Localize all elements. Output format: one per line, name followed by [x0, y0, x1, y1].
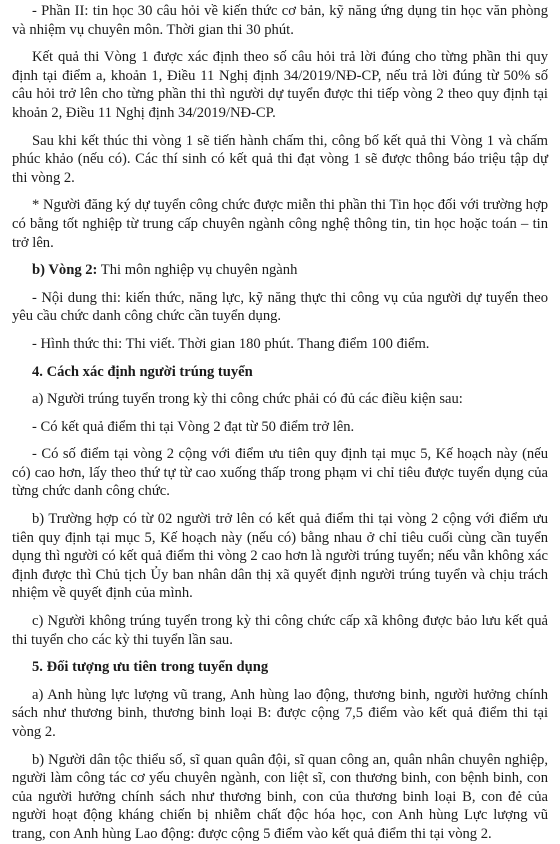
paragraph: - Hình thức thi: Thi viết. Thời gian 180 phút. Thang điểm 100 điểm. — [32, 335, 430, 352]
paragraph: b) Người dân tộc thiểu số, sĩ quan quân đội, sĩ quan công an, quân nhân chuyên nghiệp, người làm công tác cơ yếu chuyên ngành, con liệt sĩ, con thương binh, con bệnh binh, con của người hưởng chính sách như thương binh, con của thương binh loại B, con đẻ của người hoạt động kháng chiến bị nhiễm chất độc hóa học, con Anh hùng Lực lượng vũ trang, con Anh hùng Lao động: được cộng 5 điểm vào kết quả điểm thi tại vòng 2. — [12, 751, 548, 842]
paragraph: a) Anh hùng lực lượng vũ trang, Anh hùng lao động, thương binh, người hưởng chính sách như thương binh, thương binh loại B: được cộng 7,5 điểm vào kết quả điểm thi tại vòng 2. — [12, 686, 548, 740]
paragraph: * Người đăng ký dự tuyển công chức được miễn thi phần thi Tin học đối với trường hợp có bằng tốt nghiệp từ trung cấp chuyên ngành công nghệ thông tin, tin học hoặc toán – tin trở lên. — [12, 197, 548, 251]
paragraph: Kết quả thi Vòng 1 được xác định theo số câu hỏi trả lời đúng cho từng phần thi quy định tại điểm a, khoản 1, Điều 11 Nghị định 34/2019/NĐ-CP, nếu trả lời đúng từ 50% số câu hỏi trở lên cho từng phần thi thì người dự tuyển được thi tiếp vòng 2 theo quy định tại khoản 2, Điều 11 Nghị định 34/2019/NĐ-CP. — [12, 49, 548, 121]
section-heading-5: 5. Đối tượng ưu tiên trong tuyển dụng — [32, 659, 269, 676]
round-2-text: Thi môn nghiệp vụ chuyên ngành — [97, 262, 298, 279]
paragraph: b) Trường hợp có từ 02 người trở lên có kết quả điểm thi tại vòng 2 cộng với điểm ưu tiên quy định tại mục 5, Kế hoạch này (nếu có) bằng nhau ở chỉ tiêu cuối cùng cần tuyển dụng thì người có kết quả điểm thi vòng 2 cao hơn là người trúng tuyển; nếu vẫn không xác định được thì Chủ tịch Ủy ban nhân dân thị xã quyết định người trúng tuyển và chịu trách nhiệm về quyết định của mình. — [12, 511, 548, 602]
round-2-label: b) Vòng 2: — [32, 262, 98, 279]
paragraph: - Nội dung thi: kiến thức, năng lực, kỹ năng thực thi công vụ của người dự tuyển theo yêu cầu chức danh công chức cần tuyển dụng. — [12, 289, 548, 325]
paragraph: Sau khi kết thúc thi vòng 1 sẽ tiến hành chấm thi, công bố kết quả thi Vòng 1 và chấm phúc khảo (nếu có). Các thí sinh có kết quả thi đạt vòng 1 sẽ được thông báo triệu tập dự thi vòng 2. — [12, 132, 548, 186]
paragraph: - Phần II: tin học 30 câu hỏi về kiến thức cơ bản, kỹ năng ứng dụng tin học văn phòng và nhiệm vụ chuyên môn. Thời gian thi 30 phút. — [12, 3, 548, 38]
paragraph: - Có kết quả điểm thi tại Vòng 2 đạt từ 50 điểm trở lên. — [32, 418, 355, 435]
paragraph: a) Người trúng tuyển trong kỳ thi công chức phải có đủ các điều kiện sau: — [32, 391, 463, 408]
section-heading-4: 4. Cách xác định người trúng tuyển — [32, 363, 253, 380]
paragraph: - Có số điểm tại vòng 2 cộng với điểm ưu tiên quy định tại mục 5, Kế hoạch này (nếu có) cao hơn, lấy theo thứ tự từ cao xuống thấp trong phạm vi chỉ tiêu được tuyển dụng của từng chức danh công chức. — [12, 446, 548, 500]
paragraph-round-2 — [12, 261, 548, 280]
paragraph: c) Người không trúng tuyển trong kỳ thi công chức cấp xã không được bảo lưu kết quả thi tuyển cho các kỳ thi tuyển lần sau. — [12, 613, 548, 648]
